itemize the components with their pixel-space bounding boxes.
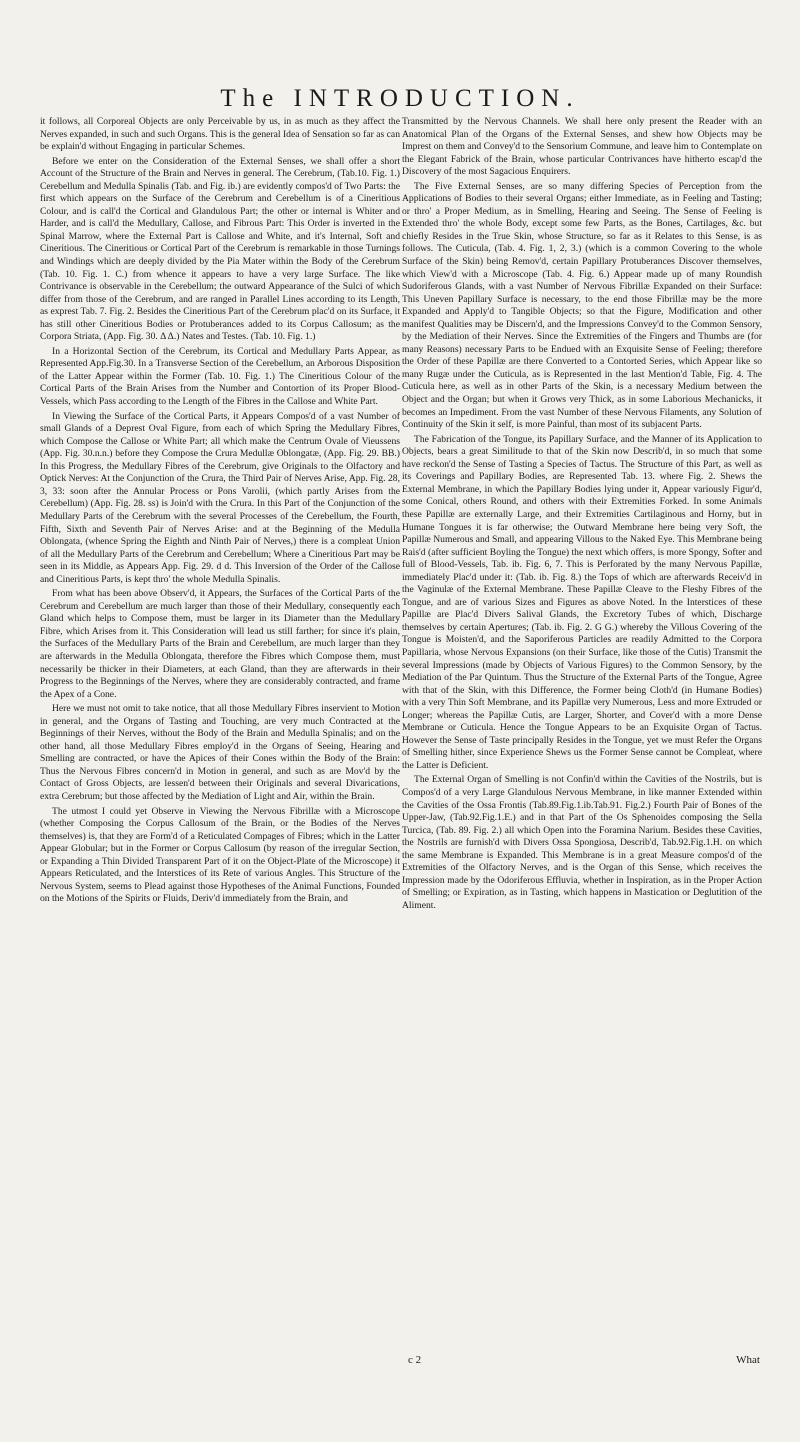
paragraph: In Viewing the Surface of the Cortical Parts, it Appears Compos'd of a vast Number of small Glands of a Deprest Oval Figure, from each of which Spring the Medullary Fibres, which Compose the Callose or White Part; all which make the Centrum Ovale of Vieussens (App. Fig. 30.n.n.) before they Compose the Crura Medullæ Oblongatæ, (App. Fig. 29. BB.) In this Progress, the Medullary Fibres of the Cerebrum, give Originals to the Olfactory and Optick Nerves: At the Conjunction of the Crura, the Third Pair of Nerves Arise, App. Fig. 28, 3, 33: soon after the Annular Process or Pons Varolii, (which partly Arises from the Cerebellum) (App. Fig. 28. ss) is Join'd with the Crura. In this Part of the Conjunction of the Medullary Parts of the Cerebrum with the several Processes of the Cerebellum, the Fourth, Fifth, Sixth and Seventh Pair of Nerves Arise: and at the Beginning of the Medulla Oblongata, (whence Spring the Eighth and Ninth Pair of Nerves,) there is a compleat Union of all the Medullary Parts of the Cerebrum and Cerebellum; Where a Cineritious Part may be seen in its Middle, as Appears App. Fig. 29. d d. This Inversion of the Order of the Callose and Cineritious Parts, is kept thro' the whole Medulla Spinalis. (40, 410, 400, 585)
right-column (402, 116, 762, 1351)
paragraph: Before we enter on the Consideration of the External Senses, we shall offer a short Account of the Structure of the Brain and Nerves in general. The Cerebrum, (Tab.10. Fig. 1.) Cerebellum and Medulla Spinalis (Tab. and Fig. ib.) are evidently compos'd of Two Parts: the first which appears on the Surface of the Cerebrum and Cerebellum is of a Cineritious Colour, and is call'd the Cortical and Glandulous Part; the other or internal is Whiter and Harder, and is call'd the Medullary, Callose, and Fibrous Part: This Order is inverted in the Spinal Marrow, where the External Part is Callose and White, and it's Internal, Soft and Cineritious. The Cineritious or Cortical Part of the Cerebrum is remarkable in those Turnings and Windings which are deeply divided by the Pia Mater within the Body of the Cerebrum (Tab. 10. Fig. 1. C.) from whence it appears to have a very large Surface. The like Contrivance is observable in the Cerebellum; the outward Appearance of the Sulci of which differ from those of the Cerebrum, and are ranged in Parallel Lines according to its Length, as exprest Tab. 7. Fig. 2. Besides the Cineritious Part of the Cerebrum plac'd on its Surface, it has still other Cineritious Bodies or Protuberances added to its Corpus Callosum; as the Corpora Striata, (App. Fig. 30. Δ Δ.) Nates and Testes. (Tab. 10. Fig. 1.) (40, 155, 400, 343)
catchword: What (736, 1354, 760, 1366)
paragraph: From what has been above Observ'd, it Appears, the Surfaces of the Cortical Parts of the Cerebrum and Cerebellum are much larger than those of their Medullary, consequently each Gland which helps to Compose them, must be larger in its Diameter than the Medullary Fibre, which Arises from it. This Consideration will lead us still farther; for since it's plain, the Surfaces of the Medullary Parts of the Brain and Cerebellum, are much larger than they are afterwards in the Medulla Oblongata, therefore the Fibres which Compose them, must necessarily be thicker in their Diameters, at each Gland, than they are afterwards in their Progress to the Beginnings of the Nerves, where they are considerably contracted, and frame the Apex of a Cone. (40, 588, 400, 700)
paragraph: In a Horizontal Section of the Cerebrum, its Cortical and Medullary Parts Appear, as Represented App.Fig.30. In a Transverse Section of the Cerebellum, an Arborous Disposition of the Latter Appear within the Former (Tab. 10. Fig. 1.) The Cineritious Colour of the Cortical Parts of the Brain Arises from the Number and Contortion of its Proper Blood-Vessels, which Pass according to the Length of the Fibres in the Callose and White Part. (40, 345, 400, 408)
paragraph: it follows, all Corporeal Objects are only Perceivable by us, in as much as they affect the Nerves expanded, in such and such Organs. This is the general Idea of Sensation so far as can be explain'd without Engaging in particular Schemes. (40, 116, 400, 153)
paragraph: The Fabrication of the Tongue, its Papillary Surface, and the Manner of its Application to Objects, bears a great Similitude to that of the Skin now Describ'd, in so much that some have reckon'd the Sense of Tasting a Species of Tactus. The Structure of this Part, as well as its Coverings and Papillary Bodies, are Represented Tab. 13. where Fig. 2. Shews the External Membrane, in which the Papillary Bodies lying under it, Appear variously Figur'd, some Conical, others Round, and others with their Extremities Forked. In some Animals these Papillæ are externally Large, and their Extremities Cartilaginous and Horny, but in Humane Tongues it is far otherwise; the Outward Membrane here being very Soft, the Papillæ Numerous and Small, and appearing Villous to the Naked Eye. This Membrane being Rais'd (after sufficient Boyling the Tongue) the next which offers, is more Spongy, Softer and full of Blood-Vessels, Tab. ib. Fig. 6, 7. This is Perforated by the many Nervous Papillæ, immediately Plac'd under it: (Tab. ib. Fig. 8.) the Tops of which are afterwards Receiv'd in the Vaginulæ of the External Membrane. These Papillæ Cleave to the Fleshy Fibres of the Tongue, and are of various Sizes and Figures as above Noted. In the Interstices of these Papillæ are Plac'd Divers Salival Glands, the Excretory Tubes of which, Discharge themselves by certain Apertures; (Tab. ib. Fig. 2. G G.) whereby the Villous Covering of the Tongue is Moisten'd, and the Saporiferous Particles are readily Admitted to the Corpora Papillaria, whose Nervous Expansions (on their Surface, like those of the Cutis) Transmit the several Impressions (made by Objects of Various Figures) to the Common Sensory, by the Mediation of the Par Quintum. Thus the Structure of the External Parts of the Tongue, Agree with that of the Skin, with this Difference, the Former being Cloth'd (in Humane Bodies) with a very Thin Soft Membrane, and its Papillæ very Numerous, Less and more Extruded or Longer; whereas the Papillæ Cutis, are Larger, Shorter, and Cover'd with a more Dense Membrane or Cuticula. Hence the Tongue Appears to be an Exquisite Organ of Tactus. However the Sense of Taste principally Resides in the Tongue, yet we must Refer the Organs of Smelling hither, since Experience Shews us the Former Sense cannot be Compleat, where the Latter is Deficient. (402, 433, 762, 771)
paragraph: Transmitted by the Nervous Channels. We shall here only present the Reader with an Anatomical Plan of the Organs of the External Senses, and shew how Objects may be Imprest on them and Convey'd to the Sensorium Commune, and leave him to Contemplate on the Elegant Fabrick of the Brain, whose particular Contrivances have hitherto escap'd the Discovery of the most Sagacious Enquirers. (402, 116, 762, 178)
left-column (40, 116, 400, 1351)
paragraph: Here we must not omit to take notice, that all those Medullary Fibres inservient to Motion in general, and the Organs of Tasting and Touching, are very much Contracted at the Beginnings of their Nerves, without the Body of the Brain and Medulla Spinalis; and on the other hand, all those Medullary Fibres employ'd in the Organs of Seeing, Hearing and Smelling are contracted, or have the Apices of their Cones within the Body of the Brain: Thus the Nervous Fibres concern'd in Motion in general, and such as are Mov'd by the Contact of Gross Objects, are lessen'd between their Originals and several Divarications, extra Cerebrum; but those affected by the Mediation of Light and Air, within the Brain. (40, 703, 400, 802)
signature-mark: c 2 (408, 1354, 422, 1366)
page-footer (0, 1354, 800, 1384)
paragraph: The External Organ of Smelling is not Confin'd within the Cavities of the Nostrils, but is Compos'd of a very Large Glandulous Nervous Membrane, in like manner Extended within the Cavities of the Ossa Frontis (Tab.89.Fig.1.ib.Tab.91. Fig.2.) Fourth Pair of Bones of the Upper-Jaw, (Tab.92.Fig.1.E.) and in that Part of the Os Sphenoides composing the Sella Turcica, (Tab. 89. Fig. 2.) all which Open into the Foramina Narium. Besides these Cavities, the Nostrils are furnish'd with Divers Ossa Spongiosa, Describ'd, Tab.92.Fig.1.H. on which the same Membrane is Expanded. This Membrane is in a great Measure compos'd of the Extremities of the Olfactory Nerves, and is the Organ of this Sense, which receives the Impression made by the Odoriferous Effluvia, whether in Inspiration, as in the Proper Action of Smelling; or Expiration, as in Tasting, which happens in Mastication or Deglutition of the Aliment. (402, 774, 762, 911)
paragraph: The Five External Senses, are so many differing Species of Perception from the Applications of Bodies to their several Organs; either Immediate, as in Feeling and Tasting; or thro' a Proper Medium, as in Smelling, Hearing and Seeing. The Sense of Feeling is Extended thro' the whole Body, except some few Parts, as the Bones, Cartilages, &c. but chiefly Resides in the True Skin, whose Structure, so far as it Relates to this Sense, is as follows. The Cuticula, (Tab. 4. Fig. 1, 2, 3.) (which is a common Covering to the whole Surface of the Skin) being Remov'd, certain Papillary Protuberances Discover themselves, which View'd with a Microscope (Tab. 4. Fig. 6.) Appear made up of many Roundish Sudoriferous Glands, with a vast Number of Nervous Fibrillæ Expanded on their Surface: This Uneven Papillary Surface is necessary, to the end those Fibrillæ may be the more Expanded and Apply'd to Tangible Objects; so that the Figure, Modification and other manifest Qualities may be Discern'd, and the Impressions Convey'd to the Common Sensory, by the Mediation of their Nerves. Since the Extremities of the Fingers and Thumbs are (for many Reasons) necessary Parts to be Endued with an Exquisite Sense of Feeling; therefore the Order of these Papillæ are there Converted to a Contorted Series, which Appear like so many Rugæ under the Cuticula, as is Represented in the last Mention'd Table, Fig. 4. The Cuticula here, as well as in other Parts of the Skin, is a necessary Medium between the Object and the Organ; but when it Grows very Thick, as in some Laborious Mechanicks, it becomes an Impediment. From the vast Number of these Nervous Filaments, any Solution of Continuity of the Skin it self, is more Painful, than most of its subjacent Parts. (402, 180, 762, 431)
running-head: The INTRODUCTION. (220, 85, 580, 112)
paragraph: The utmost I could yet Observe in Viewing the Nervous Fibrillæ with a Microscope (whether Composing the Corpus Callosum of the Brain, or the Bodies of the Nerves themselves) is, that they are Form'd of a Reticulated Compages of Fibres; which in the Latter Appear Globular; but in the Former or Corpus Callosum (by reason of the irregular Section, or Expanding a Thin Divided Transparent Part of it on the Object-Plate of the Microscope) it Appears Reticulated, and the Interstices of its Rete of various Angles. This Structure of the Nervous System, seems to Plead against those Hypotheses of the Animal Functions, Founded on the Motions of the Spirits or Fluids, Deriv'd immediately from the Brain, and (40, 805, 400, 905)
